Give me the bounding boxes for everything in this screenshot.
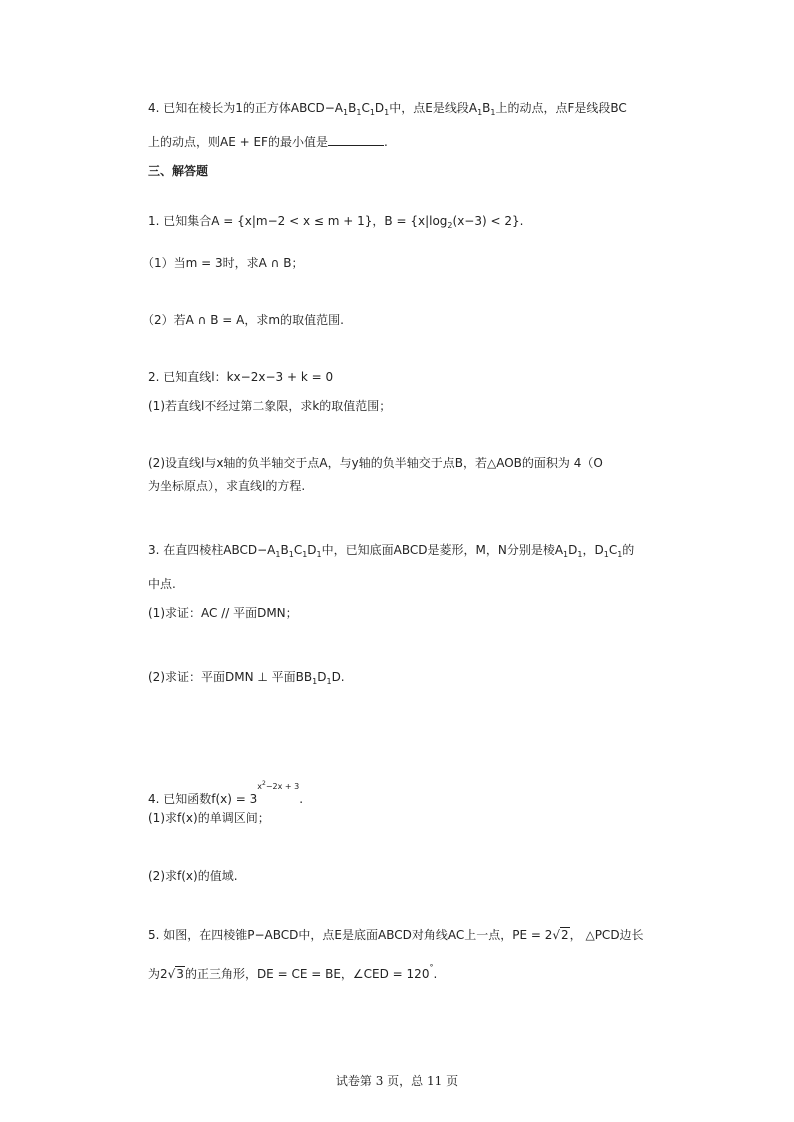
question-1-part-1: （1）当m = 3时，求A ∩ B； xyxy=(142,256,304,270)
fill-question-4: 4. 已知在棱长为1的正方体$ABCD-A_1B_1C_1D_1$中，点E是线段$A_1B_1$上的动点，点F是线段BC xyxy=(148,101,627,117)
question-1-part-2: （2）若A ∩ B = A，求m的取值范围. xyxy=(142,313,344,327)
question-4-part-1: (1)求f(x)的单调区间； xyxy=(148,811,270,825)
question-2-part-2-line2: 为坐标原点），求直线l的方程. xyxy=(148,479,306,493)
question-2-part-2: (2)设直线l与x轴的负半轴交于点A，与y轴的负半轴交于点B，若△AOB的面积为 4（O xyxy=(148,456,603,470)
question-3-stem-line2: 中点. xyxy=(148,577,176,591)
question-5-stem: 5. 如图，在四棱锥P−ABCD中，点E是底面ABCD对角线AC上一点，PE = 2√2， △PCD边长 xyxy=(148,928,644,942)
question-2-part-1: (1)若直线l不经过第二象限，求k的取值范围； xyxy=(148,399,392,413)
question-4-stem: 4. 已知函数$f(x) = 3^{x^2-2x + 3}$. xyxy=(148,780,304,806)
question-3-part-2: (2)求证：平面DMN ⊥ 平面$BB_1D_1D$. xyxy=(148,670,345,686)
question-3-stem: 3. 在直四棱柱$ABCD-A_1B_1C_1D_1$中，已知底面ABCD是菱形，M，N分别是棱$A_1D_1$，$D_1C_1$的 xyxy=(148,543,635,559)
question-2-stem: 2. 已知直线l：kx−2x−3 + k = 0 xyxy=(148,370,334,384)
section-title: 三、解答题 xyxy=(148,164,209,178)
question-4-part-2: (2)求f(x)的值域. xyxy=(148,869,238,883)
fill-question-4-line2: 上的动点，则AE + EF的最小值是 . xyxy=(148,135,388,149)
question-3-part-1: (1)求证：AC // 平面DMN； xyxy=(148,606,298,620)
question-5-stem-line2: 为2√3的正三角形，DE = CE = BE，∠CED = 120°. xyxy=(148,963,438,981)
page-footer: 试卷第 3 页，总 11 页 xyxy=(335,1074,459,1088)
answer-blank[interactable] xyxy=(328,133,384,146)
question-1-stem: 1. 已知集合A = {x|m−2 < x ≤ m + 1}，$B = \{x|\log_2(x-3) < 2\}$. xyxy=(148,214,524,230)
